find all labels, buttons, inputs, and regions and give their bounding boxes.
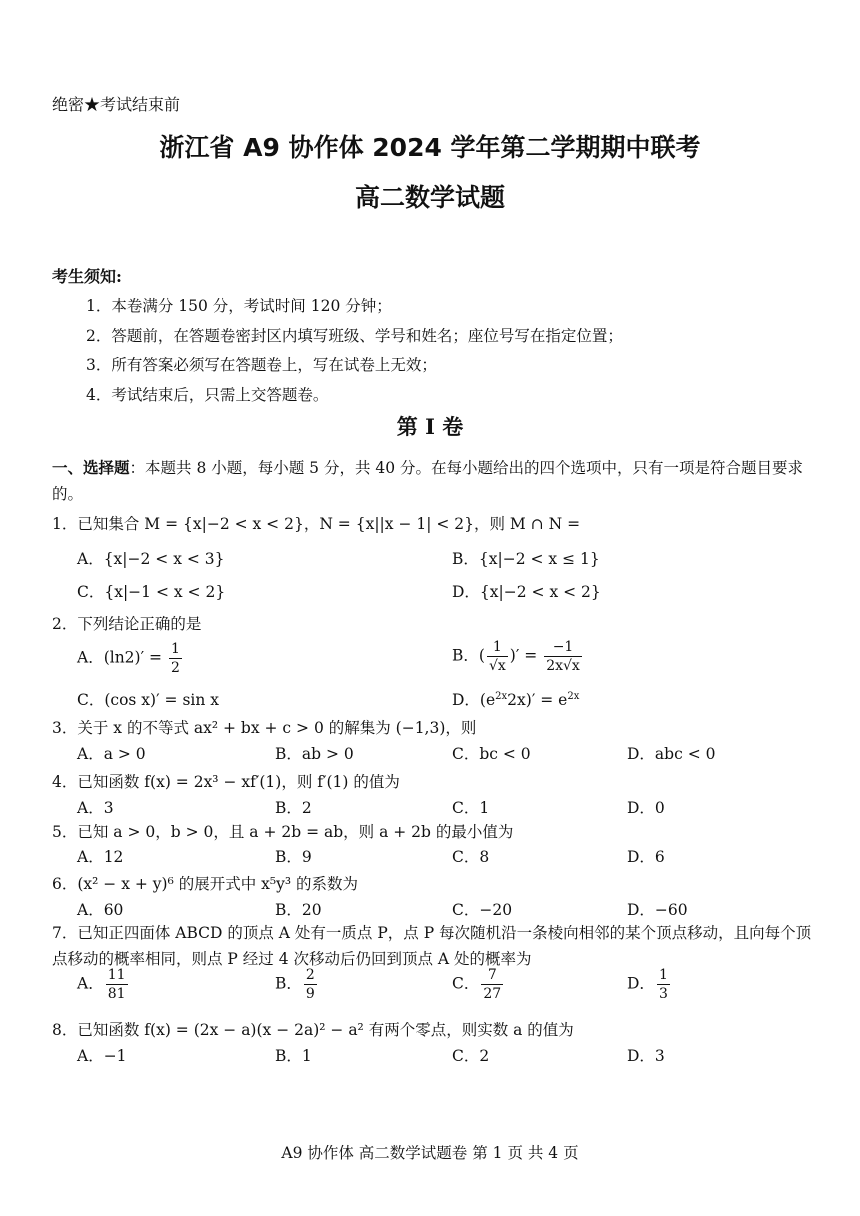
option-a: A．{x|−2 < x < 3} <box>77 550 225 568</box>
fraction: $\frac{1}{√x}$ <box>488 639 506 674</box>
notice-item: 2．答题前，在答题卷密封区内填写班级、学号和姓名；座位号写在指定位置； <box>86 327 623 345</box>
question-stem: 6．(x² − x + y)⁶ 的展开式中 x⁵y³ 的系数为 <box>52 875 359 893</box>
section-label: 一、选择题 <box>52 458 130 477</box>
question-stem: 3．关于 x 的不等式 ax² + bx + c > 0 的解集为 (−1,3)，则 <box>52 719 477 737</box>
option-d: D．$(e^{2x}2x)' = e^{2x}$ <box>452 691 580 709</box>
fraction: $\frac{1}{3}$ <box>658 967 668 1002</box>
option-c: C．bc < 0 <box>452 745 531 763</box>
exam-subtitle: 高二数学试题 <box>354 183 505 212</box>
option-a: A．3 <box>77 799 114 817</box>
option-d: D．{x|−2 < x < 2} <box>452 583 601 601</box>
confidential-label: 绝密★考试结束前 <box>52 95 181 114</box>
fraction: $\frac{-1}{2x√x}$ <box>546 639 580 674</box>
option-b: B．{x|−2 < x ≤ 1} <box>452 550 600 568</box>
option-b: B．ab > 0 <box>275 745 354 763</box>
question-stem: 7．已知正四面体 ABCD 的顶点 A 处有一质点 P，点 P 每次随机沿一条棱向相邻的某个顶点移动，且向每个顶点移动的概率相同，则点 P 经过 4 次移动后仍回到顶点 A 处的概率为 <box>52 924 812 968</box>
option-b: B．2 <box>275 799 312 817</box>
fraction: $\frac{1}{2}$ <box>170 641 180 676</box>
option-c: C．8 <box>452 848 490 866</box>
section-text: ：本题共 8 小题，每小题 5 分，共 40 分。在每小题给出的四个选项中，只有一项是符合题目要求的。 <box>52 459 804 503</box>
question-stem: 1．已知集合 M = {x|−2 < x < 2}，N = {x||x − 1| < 2}，则 M ∩ N = <box>52 515 581 533</box>
notice-item: 1．本卷满分 150 分，考试时间 120 分钟； <box>86 297 392 315</box>
option-d: D．−60 <box>627 901 688 919</box>
question-stem: 8．已知函数 f(x) = (2x − a)(x − 2a)² − a² 有两个零点，则实数 a 的值为 <box>52 1021 574 1039</box>
page-footer: A9 协作体 高二数学试题卷 第 1 页 共 4 页 <box>281 1144 579 1162</box>
fraction: $\frac{11}{81}$ <box>107 967 126 1002</box>
notice-heading: 考生须知: <box>52 267 122 286</box>
option-b: B．20 <box>275 901 322 919</box>
volume-heading: 第 I 卷 <box>396 414 464 439</box>
option-c: C． $\frac{7}{27}$ <box>452 967 502 1002</box>
option-c: C．{x|−1 < x < 2} <box>77 583 226 601</box>
question-stem: 5．已知 a > 0，b > 0，且 a + 2b = ab，则 a + 2b 的最小值为 <box>52 823 514 841</box>
option-d: D． $\frac{1}{3}$ <box>627 967 668 1002</box>
option-b: B． $\frac{2}{9}$ <box>275 967 315 1002</box>
fraction: $\frac{2}{9}$ <box>305 967 315 1002</box>
option-c: C．2 <box>452 1047 490 1065</box>
option-a: A．a > 0 <box>77 745 146 763</box>
option-d: D．3 <box>627 1047 665 1065</box>
option-b: B．( $\frac{1}{√x}$ )′ = $\frac{-1}{2x√x}$ <box>452 639 580 674</box>
exam-title: 浙江省 A9 协作体 2024 学年第二学期期中联考 <box>159 133 701 162</box>
notice-item: 3．所有答案必须写在答题卷上，写在试卷上无效； <box>86 356 437 374</box>
option-c: C．(cos x)′ = sin x <box>77 691 220 709</box>
option-b: B．9 <box>275 848 312 866</box>
section-instructions <box>52 455 812 507</box>
option-a: A．−1 <box>77 1047 127 1065</box>
option-a: A． $\frac{11}{81}$ <box>77 967 126 1002</box>
option-b: B．1 <box>275 1047 312 1065</box>
option-d: D．abc < 0 <box>627 745 716 763</box>
notice-item: 4．考试结束后，只需上交答题卷。 <box>86 386 329 404</box>
option-d: D．0 <box>627 799 665 817</box>
option-a: A．60 <box>77 901 124 919</box>
option-c: C．−20 <box>452 901 513 919</box>
option-c: C．1 <box>452 799 490 817</box>
option-a: A．12 <box>77 848 124 866</box>
question-stem: 4．已知函数 f(x) = 2x³ − xf′(1)，则 f′(1) 的值为 <box>52 773 400 791</box>
question-stem: 2．下列结论正确的是 <box>52 615 202 633</box>
option-a: A．(ln2)′ = $\frac{1}{2}$ <box>77 641 180 676</box>
fraction: $\frac{7}{27}$ <box>483 967 502 1002</box>
option-d: D．6 <box>627 848 665 866</box>
